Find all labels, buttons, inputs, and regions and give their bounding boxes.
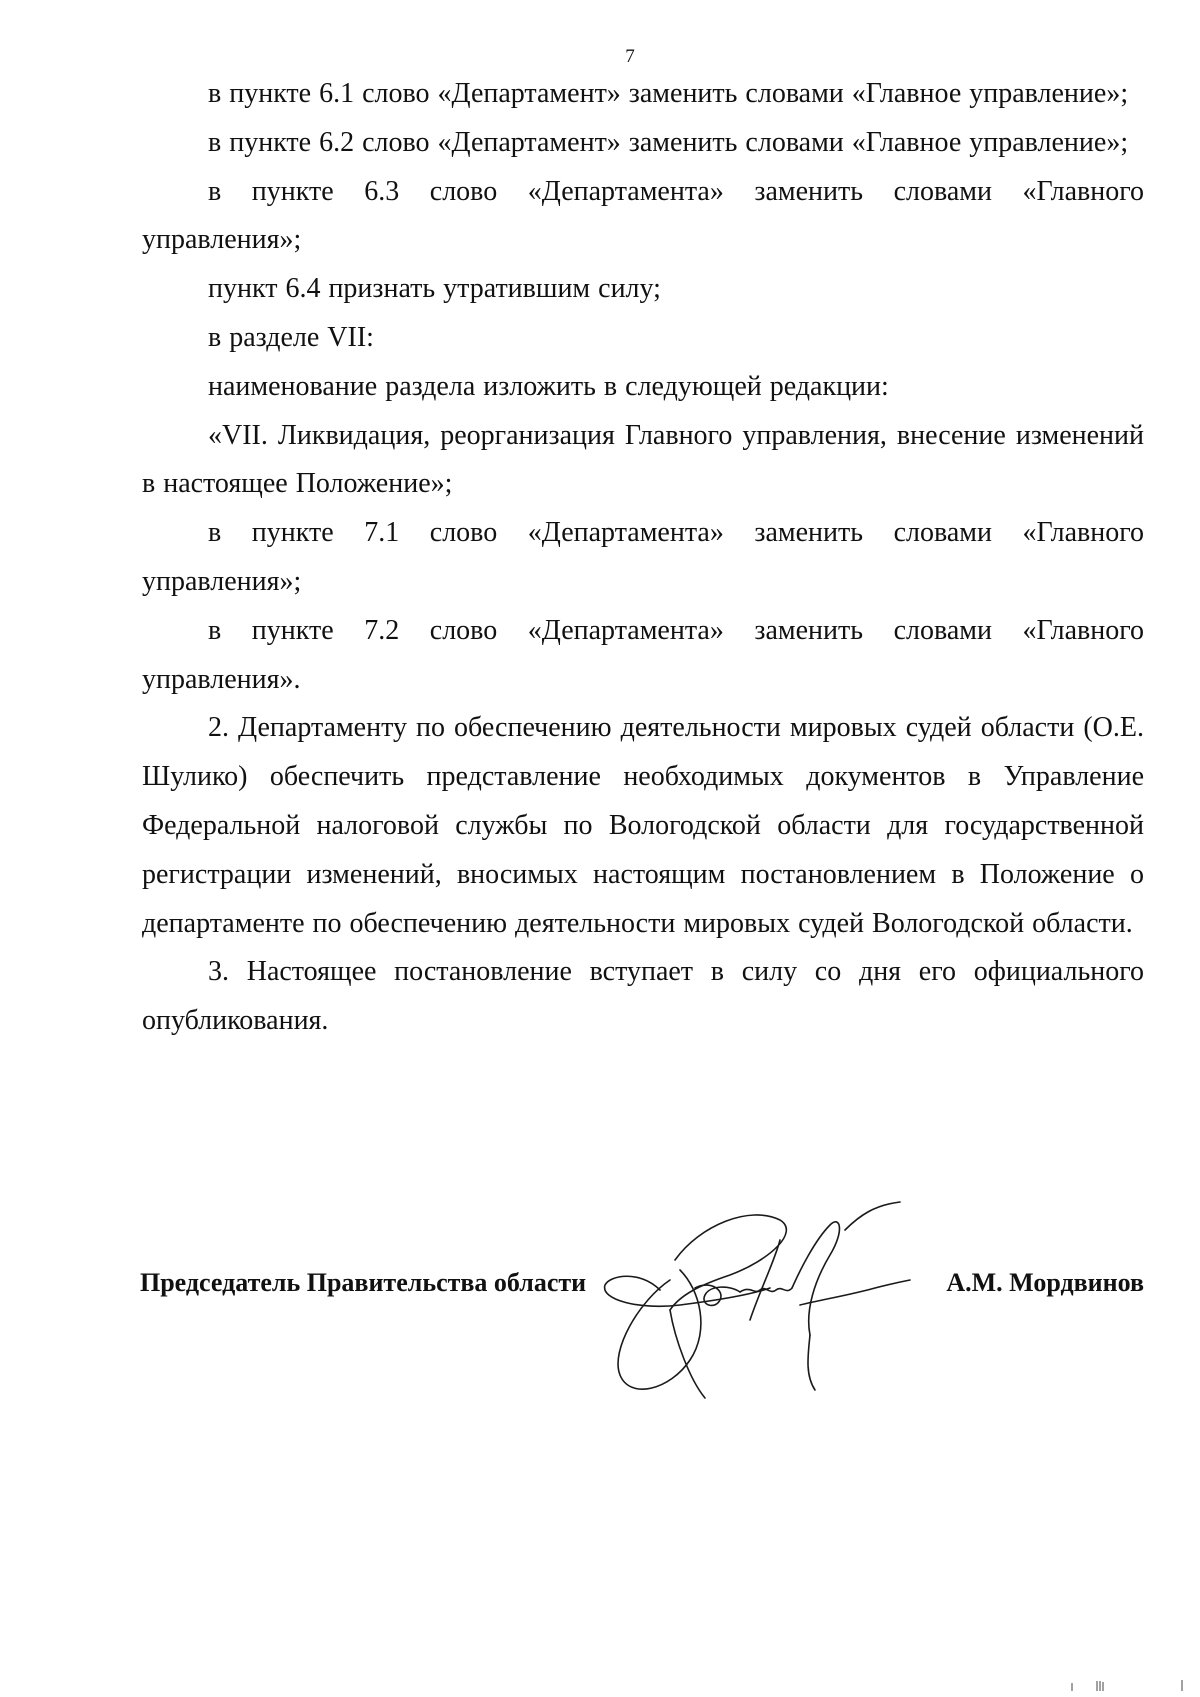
paragraph-7-1: в пункте 7.1 слово «Департамента» заменить словами «Главного управления»; bbox=[142, 517, 1144, 597]
paragraph-6-2: в пункте 6.2 слово «Департамент» заменить словами «Главное управление»; bbox=[208, 126, 1129, 158]
page-number: 7 bbox=[625, 46, 635, 67]
paragraph-6-3: в пункте 6.3 слово «Департамента» заменить словами «Главного управления»; bbox=[142, 175, 1144, 256]
paragraph-item-2: 2. Департаменту по обеспечению деятельности мировых судей области (О.Е. Шулико) обеспечить представление необходимых документов в Управление Федеральной налоговой службы по Вологодской области для государственной регистрации изменений, вносимых настоящим постановлением в Положение о департаменте по обеспечению деятельности мировых судей Вологодской области. bbox=[142, 712, 1144, 939]
paragraph-item-3: 3. Настоящее постановление вступает в силу со дня его официального опубликования. bbox=[142, 956, 1144, 1037]
paragraph-section-vii: в разделе VII: bbox=[208, 321, 374, 353]
paragraph-section-name: наименование раздела изложить в следующей редакции: bbox=[208, 370, 889, 402]
signature-block bbox=[140, 1268, 1144, 1308]
document-body bbox=[142, 70, 1144, 1046]
scan-edge-marks bbox=[1042, 1677, 1192, 1691]
paragraph-section-title: «VII. Ликвидация, реорганизация Главного управления, внесение изменений в настоящее Положение»; bbox=[142, 419, 1144, 500]
signatory-name: А.М. Мордвинов bbox=[946, 1268, 1144, 1297]
paragraph-7-2: в пункте 7.2 слово «Департамента» заменить словами «Главного управления». bbox=[142, 614, 1144, 695]
signatory-title: Председатель Правительства области bbox=[140, 1268, 587, 1297]
paragraph-6-1: в пункте 6.1 слово «Департамент» заменить словами «Главное управление»; bbox=[208, 78, 1129, 109]
paragraph-6-4: пункт 6.4 признать утратившим силу; bbox=[208, 273, 661, 305]
